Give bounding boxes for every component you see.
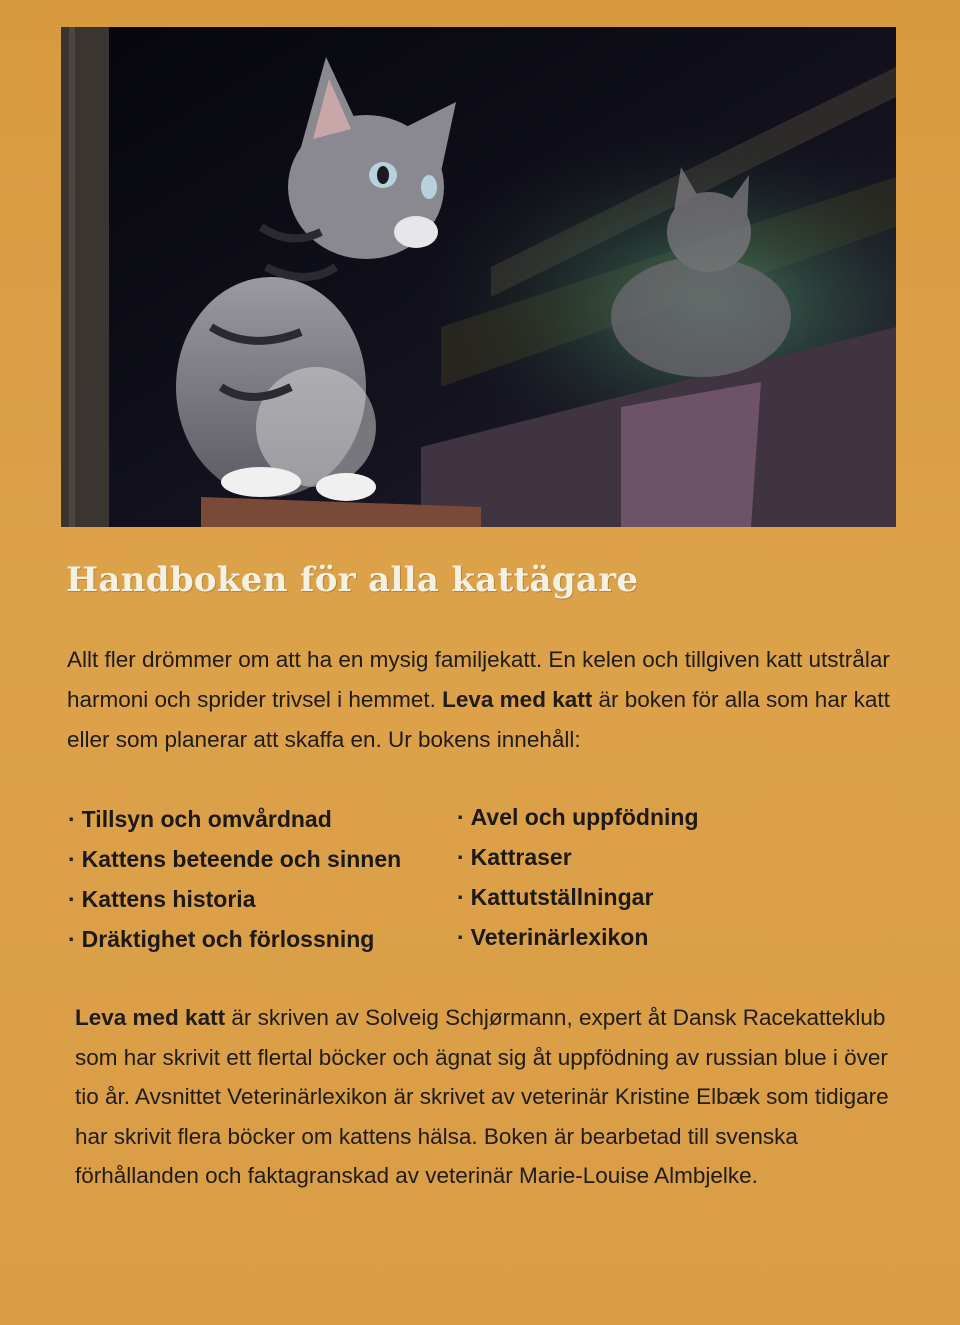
intro-text-after: är boken för alla som har katt eller som planerar att skaffa en. Ur bokens innehåll:: [67, 687, 890, 752]
kittens-photo: [61, 27, 896, 527]
topic-label: Dräktighet och förlossning: [81, 926, 375, 952]
topic-item: [457, 917, 699, 957]
bullet-icon: ·: [68, 926, 76, 952]
topic-item: [68, 799, 401, 839]
topic-label: Kattens beteende och sinnen: [81, 846, 402, 872]
topics-list-left: [68, 799, 401, 959]
topics-list-right: [457, 797, 699, 957]
topic-item: [457, 797, 699, 837]
bullet-icon: ·: [457, 804, 465, 830]
intro-text-before: Allt fler drömmer om att ha en mysig familjekatt. En kelen och tillgiven katt utstrålar harmoni och sprider trivsel i hemmet.: [67, 647, 890, 712]
topic-label: Veterinärlexikon: [470, 924, 649, 950]
page-title: Handboken för alla kattägare: [66, 560, 639, 600]
topic-label: Kattutställningar: [470, 884, 654, 910]
topic-item: [68, 879, 401, 919]
author-book-title: Leva med katt: [75, 1005, 226, 1030]
topic-item: [457, 837, 699, 877]
topic-label: Kattens historia: [81, 886, 256, 912]
topic-label: Tillsyn och omvårdnad: [81, 806, 332, 832]
bullet-icon: ·: [68, 886, 76, 912]
bullet-icon: ·: [68, 846, 76, 872]
intro-book-title: Leva med katt: [442, 687, 593, 712]
author-text: är skriven av Solveig Schjørmann, expert åt Dansk Racekatteklub som har skrivit ett flertal böcker och ägnat sig åt uppfödning av russian blue i över tio år. Avsnittet Veterinärlexikon är skrivet av veterinär Kristine Elbæk som tidigare har skrivit flera böcker om kattens hälsa. Boken är bearbetad till svenska förhållanden och faktagranskad av veterinär Marie-Louise Almbjelke.: [75, 1005, 889, 1188]
topic-label: Kattraser: [470, 844, 572, 870]
topic-item: [457, 877, 699, 917]
topic-item: [68, 839, 401, 879]
bullet-icon: ·: [457, 884, 465, 910]
topic-item: [68, 919, 401, 959]
kittens-image: [61, 27, 896, 527]
bullet-icon: ·: [457, 844, 465, 870]
bullet-icon: ·: [68, 806, 76, 832]
intro-paragraph: [67, 640, 917, 760]
author-paragraph: [75, 998, 905, 1196]
topic-label: Avel och uppfödning: [470, 804, 699, 830]
bullet-icon: ·: [457, 924, 465, 950]
